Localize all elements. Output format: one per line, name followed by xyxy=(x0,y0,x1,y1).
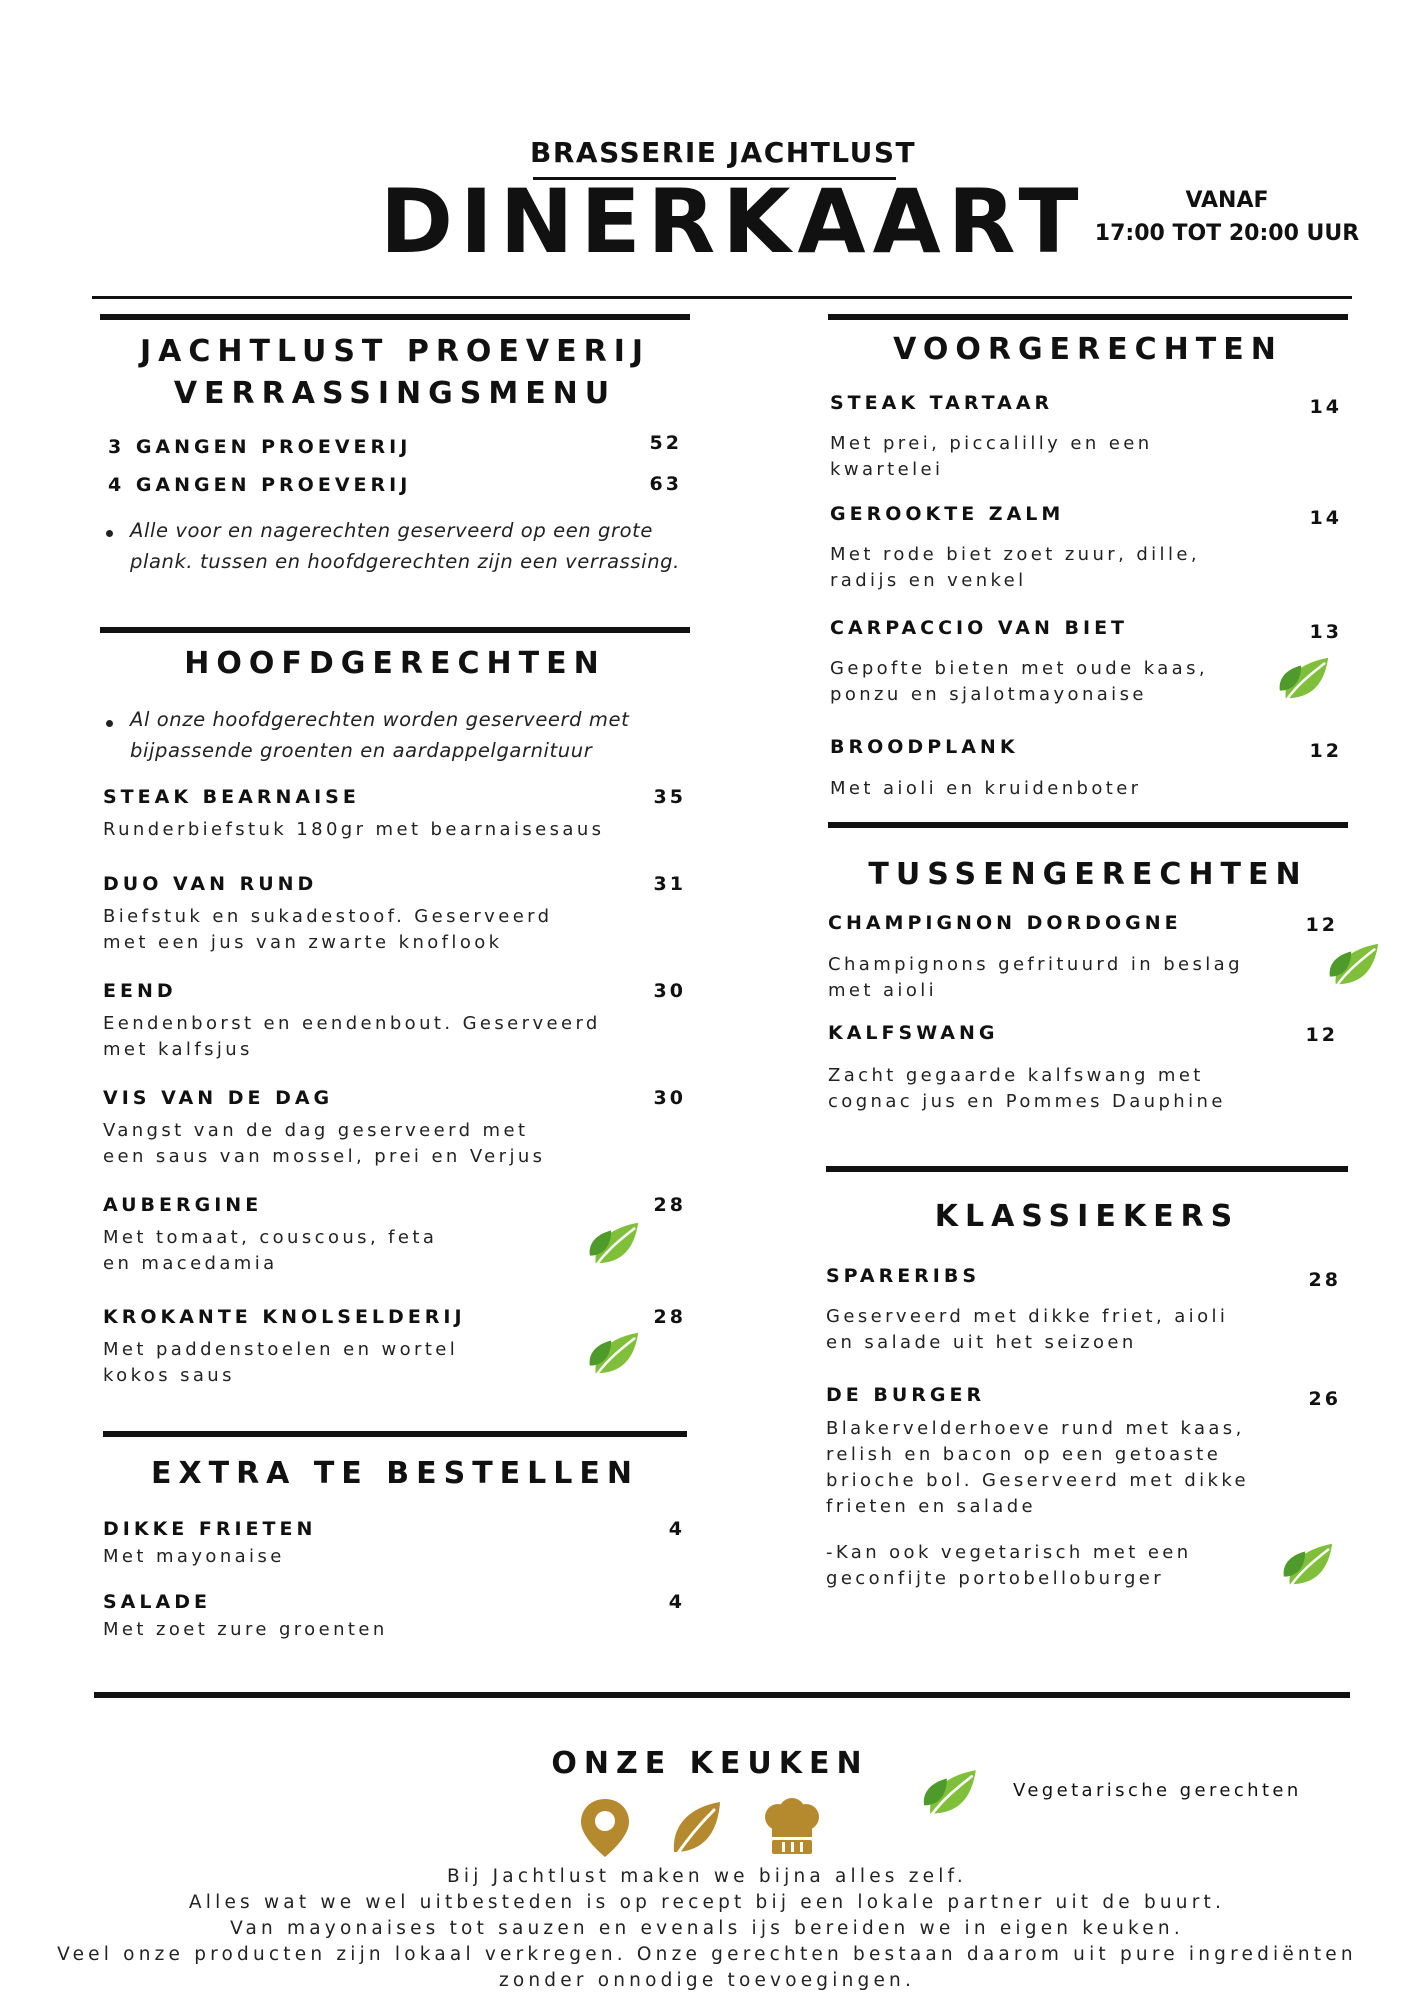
menu-item-desc: cognac jus en Pommes Dauphine xyxy=(828,1091,1226,1112)
menu-item-price: 35 xyxy=(653,786,686,808)
menu-item-name: BROODPLANK xyxy=(830,736,1019,758)
menu-item-name: STEAK TARTAAR xyxy=(830,392,1054,414)
menu-item-desc: Biefstuk en sukadestoof. Geserveerd xyxy=(103,906,553,927)
klassiekers-heading: KLASSIEKERS xyxy=(934,1199,1240,1234)
menu-item-price: 28 xyxy=(653,1194,686,1216)
menu-item-price: 12 xyxy=(1305,1024,1338,1046)
menu-item-desc: Blakervelderhoeve rund met kaas, xyxy=(826,1418,1245,1439)
menu-item-desc: met kalfsjus xyxy=(103,1039,253,1060)
menu-item-name: AUBERGINE xyxy=(103,1194,263,1216)
proeverij-heading-1: JACHTLUST PROEVERIJ xyxy=(139,334,651,369)
hours-label: VANAF xyxy=(1185,188,1269,213)
leaf-badge-icon xyxy=(668,1798,724,1858)
menu-item-desc: Geserveerd met dikke friet, aioli xyxy=(826,1306,1229,1327)
menu-item-price: 28 xyxy=(1308,1269,1341,1291)
menu-item-name: CARPACCIO VAN BIET xyxy=(830,617,1129,639)
menu-item-desc: Vangst van de dag geserveerd met xyxy=(103,1120,529,1141)
menu-item-desc: Runderbiefstuk 180gr met bearnaisesaus xyxy=(103,819,605,840)
header-divider xyxy=(92,296,1352,299)
menu-item-name: KROKANTE KNOLSELDERIJ xyxy=(103,1306,466,1328)
note-bullet xyxy=(106,720,113,727)
proeverij-note-line: plank. tussen en hoofdgerechten zijn een verrassing. xyxy=(130,550,680,573)
menu-item-name: VIS VAN DE DAG xyxy=(103,1087,334,1109)
extra-item-price: 4 xyxy=(668,1591,685,1613)
hoofdgerechten-note-line: bijpassende groenten en aardappelgarnituur xyxy=(130,739,593,762)
leaf-icon xyxy=(1280,1536,1338,1594)
extra-item-desc: Met zoet zure groenten xyxy=(103,1619,388,1640)
menu-item-price: 14 xyxy=(1309,507,1342,529)
menu-item-desc: Eendenborst en eendenbout. Geserveerd xyxy=(103,1013,601,1034)
menu-item-price: 12 xyxy=(1309,740,1342,762)
menu-item-price: 13 xyxy=(1309,621,1342,643)
menu-item-desc: ponzu en sjalotmayonaise xyxy=(830,684,1147,705)
chef-hat-icon xyxy=(760,1797,824,1857)
proeverij-note-line: Alle voor en nagerechten geserveerd op een grote xyxy=(130,519,654,542)
menu-item-name: GEROOKTE ZALM xyxy=(830,503,1065,525)
extra-heading: EXTRA TE BESTELLEN xyxy=(150,1456,639,1491)
leaf-icon xyxy=(920,1762,982,1824)
menu-item-desc: radijs en venkel xyxy=(830,570,1027,591)
klassiekers-note: -Kan ook vegetarisch met een xyxy=(826,1542,1192,1563)
proeverij-heading-2: VERRASSINGSMENU xyxy=(173,376,617,411)
leaf-icon xyxy=(1276,650,1334,708)
menu-item-desc: Champignons gefrituurd in beslag xyxy=(828,954,1243,975)
menu-item-name: DUO VAN RUND xyxy=(103,873,318,895)
menu-item-desc: een saus van mossel, prei en Verjus xyxy=(103,1146,546,1167)
menu-item-desc: Gepofte bieten met oude kaas, xyxy=(830,658,1208,679)
menu-item-desc: met aioli xyxy=(828,980,938,1001)
menu-item-desc: brioche bol. Geserveerd met dikke xyxy=(826,1470,1250,1491)
menu-item-desc: kwartelei xyxy=(830,459,944,480)
menu-item-desc: en macedamia xyxy=(103,1253,278,1274)
menu-item-desc: met een jus van zwarte knoflook xyxy=(103,932,503,953)
vegetarian-legend: Vegetarische gerechten xyxy=(1013,1780,1302,1801)
menu-item-price: 28 xyxy=(653,1306,686,1328)
voorgerechten-heading: VOORGERECHTEN xyxy=(893,332,1283,367)
menu-item-desc: Met aioli en kruidenboter xyxy=(830,778,1142,799)
footer-text-line: zonder onnodige toevoegingen. xyxy=(498,1970,916,1991)
footer-text-line: Bij Jachtlust maken we bijna alles zelf. xyxy=(447,1866,967,1887)
hours-value: 17:00 TOT 20:00 UUR xyxy=(1094,221,1360,246)
menu-item-name: DE BURGER xyxy=(826,1384,986,1406)
brand-name: BRASSERIE JACHTLUST xyxy=(530,136,917,169)
voorgerechten-rule xyxy=(828,314,1348,320)
menu-item-price: 26 xyxy=(1308,1388,1341,1410)
proeverij-item-name: 3 GANGEN PROEVERIJ xyxy=(108,436,412,458)
menu-item-price: 31 xyxy=(653,873,686,895)
menu-item-price: 30 xyxy=(653,980,686,1002)
extra-item-desc: Met mayonaise xyxy=(103,1546,285,1567)
klassiekers-rule xyxy=(826,1166,1348,1172)
klassiekers-note: geconfijte portobelloburger xyxy=(826,1568,1165,1589)
menu-item-price: 14 xyxy=(1309,396,1342,418)
leaf-icon xyxy=(586,1215,644,1273)
menu-item-desc: Met prei, piccalilly en een xyxy=(830,433,1153,454)
menu-item-name: KALFSWANG xyxy=(828,1022,999,1044)
proeverij-item-price: 63 xyxy=(649,473,682,495)
menu-item-price: 12 xyxy=(1305,914,1338,936)
location-pin-icon xyxy=(578,1797,632,1859)
footer-text-line: Alles wat we wel uitbesteden is op recept bij een lokale partner uit de buurt. xyxy=(188,1892,1226,1913)
leaf-icon xyxy=(586,1325,644,1383)
extra-item-price: 4 xyxy=(668,1518,685,1540)
tussengerechten-heading: TUSSENGERECHTEN xyxy=(868,857,1308,892)
proeverij-rule xyxy=(100,314,690,320)
extra-rule xyxy=(103,1431,687,1437)
menu-item-desc: kokos saus xyxy=(103,1365,235,1386)
leaf-icon xyxy=(1326,936,1384,994)
proeverij-item-price: 52 xyxy=(649,432,682,454)
menu-item-desc: Met rode biet zoet zuur, dille, xyxy=(830,544,1200,565)
footer-text-line: Veel onze producten zijn lokaal verkregen. Onze gerechten bestaan daarom uit pure ingrediënten xyxy=(57,1944,1357,1965)
hoofdgerechten-heading: HOOFDGERECHTEN xyxy=(184,646,606,681)
footer-divider xyxy=(94,1692,1350,1698)
menu-item-desc: Zacht gegaarde kalfswang met xyxy=(828,1065,1204,1086)
page-title: DINERKAART xyxy=(380,170,1086,273)
menu-item-price: 30 xyxy=(653,1087,686,1109)
proeverij-item-name: 4 GANGEN PROEVERIJ xyxy=(108,474,412,496)
hoofdgerechten-rule xyxy=(100,627,690,633)
menu-item-desc: frieten en salade xyxy=(826,1496,1037,1517)
menu-item-desc: Met tomaat, couscous, feta xyxy=(103,1227,438,1248)
extra-item-name: SALADE xyxy=(103,1591,211,1613)
footer-text-line: Van mayonaises tot sauzen en evenals ijs bereiden we in eigen keuken. xyxy=(230,1918,1184,1939)
extra-item-name: DIKKE FRIETEN xyxy=(103,1518,317,1540)
menu-item-desc: en salade uit het seizoen xyxy=(826,1332,1137,1353)
menu-item-desc: Met paddenstoelen en wortel xyxy=(103,1339,459,1360)
tussengerechten-rule xyxy=(828,822,1348,828)
menu-item-name: EEND xyxy=(103,980,177,1002)
menu-item-name: STEAK BEARNAISE xyxy=(103,786,360,808)
footer-heading: ONZE KEUKEN xyxy=(551,1746,869,1781)
note-bullet xyxy=(106,530,113,537)
hoofdgerechten-note-line: Al onze hoofdgerechten worden geserveerd met xyxy=(130,708,630,731)
menu-item-desc: relish en bacon op een getoaste xyxy=(826,1444,1222,1465)
menu-item-name: SPARERIBS xyxy=(826,1265,981,1287)
menu-item-name: CHAMPIGNON DORDOGNE xyxy=(828,912,1182,934)
